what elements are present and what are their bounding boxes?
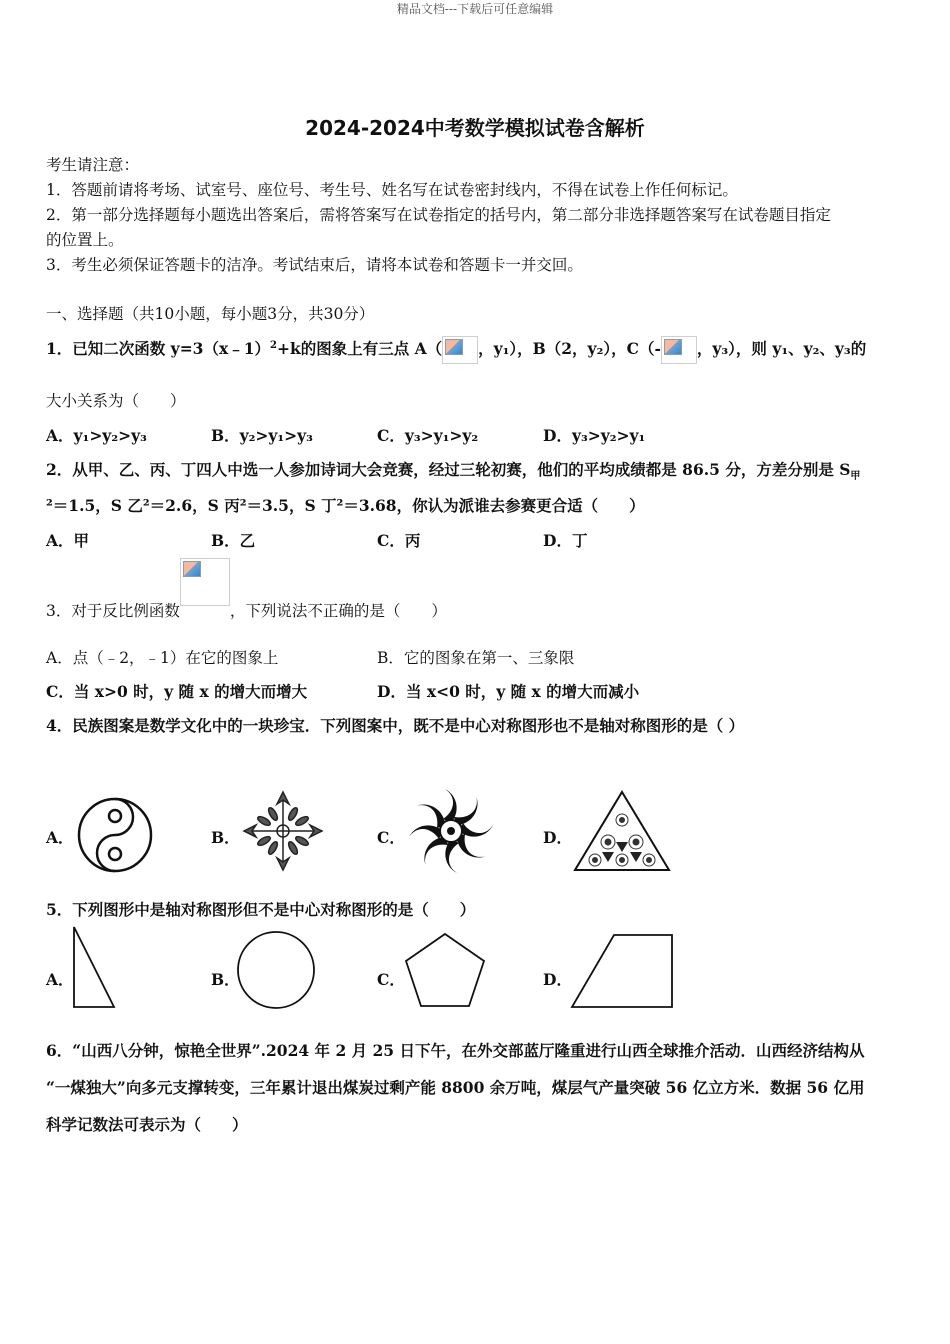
q2-line1-sub: 甲 <box>850 471 861 483</box>
q3-option-a: A．点（﹣2，﹣1）在它的图象上 <box>46 649 279 667</box>
broken-image-icon <box>661 336 697 364</box>
q3-text-b: ，下列说法不正确的是（ ） <box>229 602 447 620</box>
notice-item-2: 2．第一部分选择题每小题选出答案后，需将答案写在试卷指定的括号内，第二部分非选择题答案写在试卷题目指定 <box>46 206 831 224</box>
q3-option-c: C．当 x>0 时，y 随 x 的增大而增大 <box>46 682 308 701</box>
question-4: 4．民族图案是数学文化中的一块珍宝．下列图案中，既不是中心对称图形也不是轴对称图形的是（ ） <box>46 716 745 735</box>
question-5: 5．下列图形中是轴对称图形但不是中心对称图形的是（ ） <box>46 900 476 919</box>
q3-option-b: B．它的图象在第一、三象限 <box>377 649 575 667</box>
right-triangle-figure <box>72 925 116 1009</box>
q5-label-a: A． <box>46 970 74 989</box>
q6-line3: 科学记数法可表示为（ ） <box>46 1115 248 1134</box>
broken-image-icon <box>442 336 478 364</box>
q2-option-d: D．丁 <box>543 531 588 550</box>
q1-text-b: +k的图象上有三点 A（ <box>276 339 443 358</box>
ornate-triangle-figure <box>573 790 671 872</box>
q2-option-a: A．甲 <box>46 531 90 550</box>
question-1 <box>46 336 866 364</box>
q1-text-c: ，y₁），B（2，y₂），C（- <box>478 339 661 358</box>
q3-text-a: 3．对于反比例函数 <box>46 602 180 620</box>
q4-label-d: D． <box>543 828 572 847</box>
floral-cross-figure <box>240 788 326 874</box>
q2-line2: ²＝1.5，S 乙²＝2.6，S 丙²＝3.5，S 丁²＝3.68，你认为派谁去参赛更合适（ ） <box>46 496 645 515</box>
header-note: 精品文档---下载后可任意编辑 <box>396 2 554 16</box>
q1-text-d: ，y₃），则 y₁、y₂、y₃的 <box>696 339 867 358</box>
q4-label-c: C． <box>377 828 405 847</box>
q4-label-b: B． <box>211 828 240 847</box>
q6-line1: 6．“山西八分钟，惊艳全世界”.2024 年 2 月 25 日下午，在外交部蓝厅隆重进行山西全球推介活动．山西经济结构从 <box>46 1041 865 1060</box>
q2-option-c: C．丙 <box>377 531 421 550</box>
q2-line1: 2．从甲、乙、丙、丁四人中选一人参加诗词大会竞赛，经过三轮初赛，他们的平均成绩都是 86.5 分，方差分别是 S <box>46 460 851 479</box>
q4-label-a: A． <box>46 828 74 847</box>
swirl-flower-figure <box>406 786 496 876</box>
q1-text-a: 1．已知二次函数 y=3（x﹣1） <box>46 339 270 358</box>
broken-image-icon <box>180 558 230 606</box>
pentagon-figure <box>404 932 486 1008</box>
trapezoid-figure <box>570 933 674 1009</box>
q1-option-c: C．y₃>y₁>y₂ <box>377 426 479 445</box>
yin-yang-figure <box>76 796 154 874</box>
section-heading: 一、选择题（共10小题，每小题3分，共30分） <box>46 305 375 323</box>
circle-figure <box>236 930 316 1010</box>
notice-item-1: 1．答题前请将考场、试室号、座位号、考生号、姓名写在试卷密封线内，不得在试卷上作任何标记。 <box>46 181 738 199</box>
notice-item-3: 3．考生必须保证答题卡的洁净。考试结束后，请将本试卷和答题卡一并交回。 <box>46 256 583 274</box>
q1-line2: 大小关系为（ ） <box>46 392 186 410</box>
q3-option-d: D．当 x<0 时，y 随 x 的增大而减小 <box>377 682 640 701</box>
q1-sup: 2 <box>270 339 277 351</box>
q5-label-d: D． <box>543 970 572 989</box>
q6-line2: “一煤独大”向多元支撑转变，三年累计退出煤炭过剩产能 8800 余万吨，煤层气产量突破 56 亿立方米．数据 56 亿用 <box>46 1078 865 1097</box>
q1-option-b: B．y₂>y₁>y₃ <box>211 426 313 445</box>
notice-item-2-cont: 的位置上。 <box>46 231 124 249</box>
q5-label-c: C． <box>377 970 405 989</box>
page-title: 2024-2024中考数学模拟试卷含解析 <box>305 116 645 140</box>
notice-heading: 考生请注意： <box>46 156 140 174</box>
q1-option-a: A．y₁>y₂>y₃ <box>46 426 147 445</box>
q2-option-b: B．乙 <box>211 531 256 550</box>
question-2 <box>46 458 860 482</box>
q5-label-b: B． <box>211 970 240 989</box>
question-3 <box>46 558 447 620</box>
q1-option-d: D．y₃>y₂>y₁ <box>543 426 646 445</box>
